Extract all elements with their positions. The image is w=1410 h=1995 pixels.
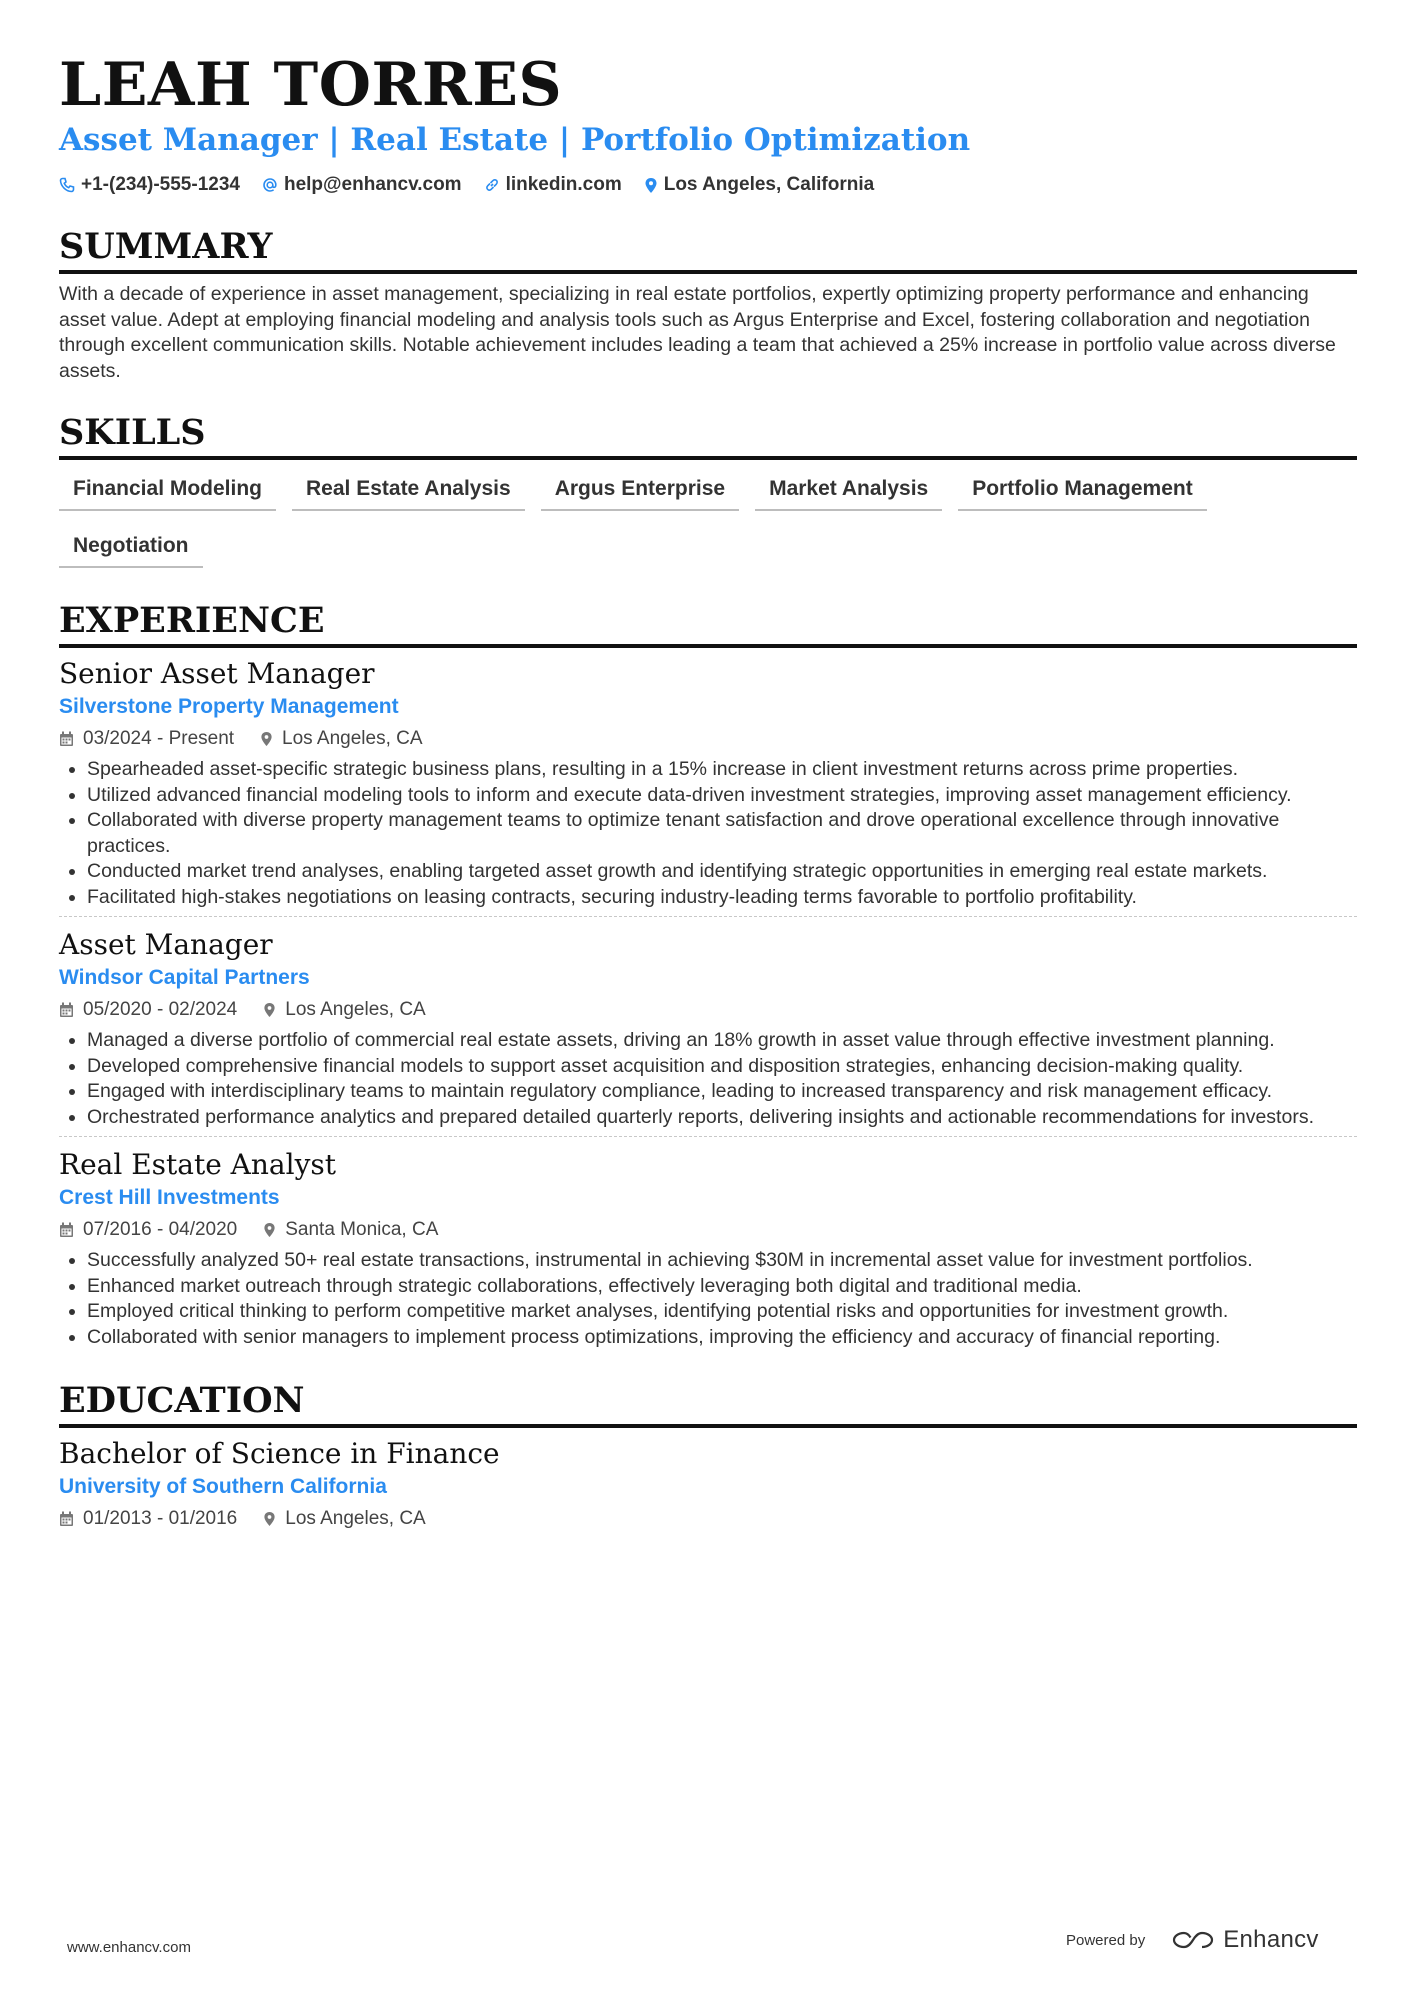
phone-icon	[59, 177, 75, 193]
bullet-item: • Spearheaded asset-specific strategic business plans, resulting in a 15% increase in client investment returns across prime properties.	[87, 757, 1357, 783]
summary-text: With a decade of experience in asset management, specializing in real estate portfolios, expertly optimizing property performance and enhancing asset value. Adept at employing financial modeling and analysis tools such as Argus Enterprise and Excel, fostering collaboration and negotiation through excellent communication skills. Notable achievement includes leading a team that achieved a 25% increase in portfolio value across diverse assets.	[59, 283, 1336, 382]
school-name: University of Southern California	[59, 1475, 387, 1498]
job-location-text: Los Angeles, CA	[282, 728, 423, 749]
job-bullets	[59, 1248, 1357, 1350]
job-meta	[59, 727, 1357, 751]
job-entry	[59, 656, 1357, 917]
experience-section	[59, 600, 1357, 1350]
bullet-item: • Conducted market trend analyses, enabling targeted asset growth and identifying strategic opportunities in emerging real estate markets.	[87, 859, 1357, 885]
map-pin-icon	[263, 1002, 276, 1018]
contact-email[interactable]	[262, 174, 462, 196]
job-location	[263, 999, 425, 1021]
education-dates-text: 01/2013 - 01/2016	[83, 1508, 238, 1529]
education-location-text: Los Angeles, CA	[285, 1508, 426, 1529]
bullet-item: • Developed comprehensive financial models to support asset acquisition and disposition strategies, enhancing decision-making quality.	[87, 1054, 1357, 1080]
job-location	[263, 1219, 438, 1241]
skill-tag: Portfolio Management	[958, 472, 1207, 511]
skill-tag: Real Estate Analysis	[292, 472, 525, 511]
bullet-item: • Orchestrated performance analytics and prepared detailed quarterly reports, delivering insights and actionable recommendations for investors.	[87, 1105, 1357, 1131]
phone-text: +1-(234)-555-1234	[81, 174, 240, 195]
job-location-text: Santa Monica, CA	[285, 1219, 439, 1240]
calendar-icon	[59, 1222, 74, 1238]
job-dates-text: 03/2024 - Present	[83, 728, 235, 749]
contact-phone	[59, 174, 240, 196]
skills-title: SKILLS	[59, 412, 1357, 460]
bullet-item: • Collaborated with diverse property management teams to optimize tenant satisfaction and drove operational excellence through innovative practices.	[87, 808, 1357, 859]
enhancv-brand-text: Enhancv	[1223, 1926, 1319, 1953]
job-entry	[59, 927, 1357, 1137]
enhancv-logo-icon	[1171, 1929, 1215, 1951]
education-entry	[59, 1436, 1357, 1531]
job-location	[260, 728, 422, 750]
job-bullets	[59, 1028, 1357, 1130]
bullet-item: • Enhanced market outreach through strategic collaborations, effectively leveraging both digital and traditional media.	[87, 1274, 1357, 1300]
job-bullets	[59, 757, 1357, 910]
contact-location	[644, 174, 874, 196]
skills-section	[59, 412, 1357, 586]
education-meta	[59, 1507, 1357, 1531]
education-location	[263, 1508, 425, 1530]
bullet-item: • Engaged with interdisciplinary teams to maintain regulatory compliance, leading to increased transparency and risk management efficacy.	[87, 1079, 1357, 1105]
bullet-item: • Utilized advanced financial modeling tools to inform and execute data-driven investment strategies, improving asset management efficiency.	[87, 783, 1357, 809]
bullet-item: • Successfully analyzed 50+ real estate transactions, instrumental in achieving $30M in incremental asset value for investment portfolios.	[87, 1248, 1357, 1274]
map-pin-icon	[263, 1222, 276, 1238]
job-title: Senior Asset Manager	[59, 657, 375, 690]
link-icon	[484, 177, 500, 193]
job-dates	[59, 999, 237, 1021]
job-entry	[59, 1147, 1357, 1350]
job-divider	[59, 916, 1357, 917]
bullet-item: • Collaborated with senior managers to implement process optimizations, improving the efficiency and accuracy of financial reporting.	[87, 1325, 1357, 1351]
footer-branding	[1066, 1926, 1319, 1954]
link-text: linkedin.com	[505, 174, 622, 195]
candidate-name: LEAH TORRES	[59, 50, 563, 120]
job-dates-text: 07/2016 - 04/2020	[83, 1219, 238, 1240]
job-dates	[59, 728, 234, 750]
summary-title: SUMMARY	[59, 226, 1357, 274]
experience-title: EXPERIENCE	[59, 600, 1357, 648]
job-dates	[59, 1219, 237, 1241]
skill-tag: Market Analysis	[755, 472, 942, 511]
resume-page	[59, 50, 1357, 1531]
job-dates-text: 05/2020 - 02/2024	[83, 999, 238, 1020]
job-location-text: Los Angeles, CA	[285, 999, 426, 1020]
summary-section	[59, 226, 1357, 384]
map-pin-icon	[263, 1511, 276, 1527]
job-meta	[59, 1218, 1357, 1242]
bullet-item: • Managed a diverse portfolio of commercial real estate assets, driving an 18% growth in asset value through effective investment planning.	[87, 1028, 1357, 1054]
at-icon	[262, 177, 278, 193]
footer-site-link[interactable]: www.enhancv.com	[67, 1939, 191, 1956]
calendar-icon	[59, 1511, 74, 1527]
map-pin-icon	[260, 731, 273, 747]
contact-link[interactable]	[484, 174, 622, 196]
calendar-icon	[59, 1002, 74, 1018]
degree-title: Bachelor of Science in Finance	[59, 1437, 500, 1470]
candidate-headline: Asset Manager | Real Estate | Portfolio Optimization	[59, 122, 971, 158]
calendar-icon	[59, 731, 74, 747]
job-divider	[59, 1136, 1357, 1137]
company-name: Windsor Capital Partners	[59, 966, 310, 989]
email-text: help@enhancv.com	[283, 174, 462, 195]
education-title: EDUCATION	[59, 1380, 1357, 1428]
company-name: Silverstone Property Management	[59, 695, 399, 718]
skill-tag: Negotiation	[59, 529, 203, 568]
skill-tag: Argus Enterprise	[541, 472, 739, 511]
skill-tag: Financial Modeling	[59, 472, 276, 511]
education-dates	[59, 1508, 237, 1530]
map-pin-icon	[644, 177, 658, 194]
contact-bar	[59, 172, 1357, 198]
bullet-item: • Employed critical thinking to perform competitive market analyses, identifying potential risks and opportunities for investment growth.	[87, 1299, 1357, 1325]
skills-list	[59, 472, 1357, 586]
education-section	[59, 1380, 1357, 1531]
job-meta	[59, 998, 1357, 1022]
bullet-item: • Facilitated high-stakes negotiations on leasing contracts, securing industry-leading terms favorable to portfolio profitability.	[87, 885, 1357, 911]
location-text: Los Angeles, California	[663, 174, 875, 195]
job-title: Real Estate Analyst	[59, 1148, 337, 1181]
company-name: Crest Hill Investments	[59, 1186, 280, 1209]
powered-by-label: Powered by	[1066, 1931, 1146, 1949]
job-title: Asset Manager	[59, 928, 273, 961]
